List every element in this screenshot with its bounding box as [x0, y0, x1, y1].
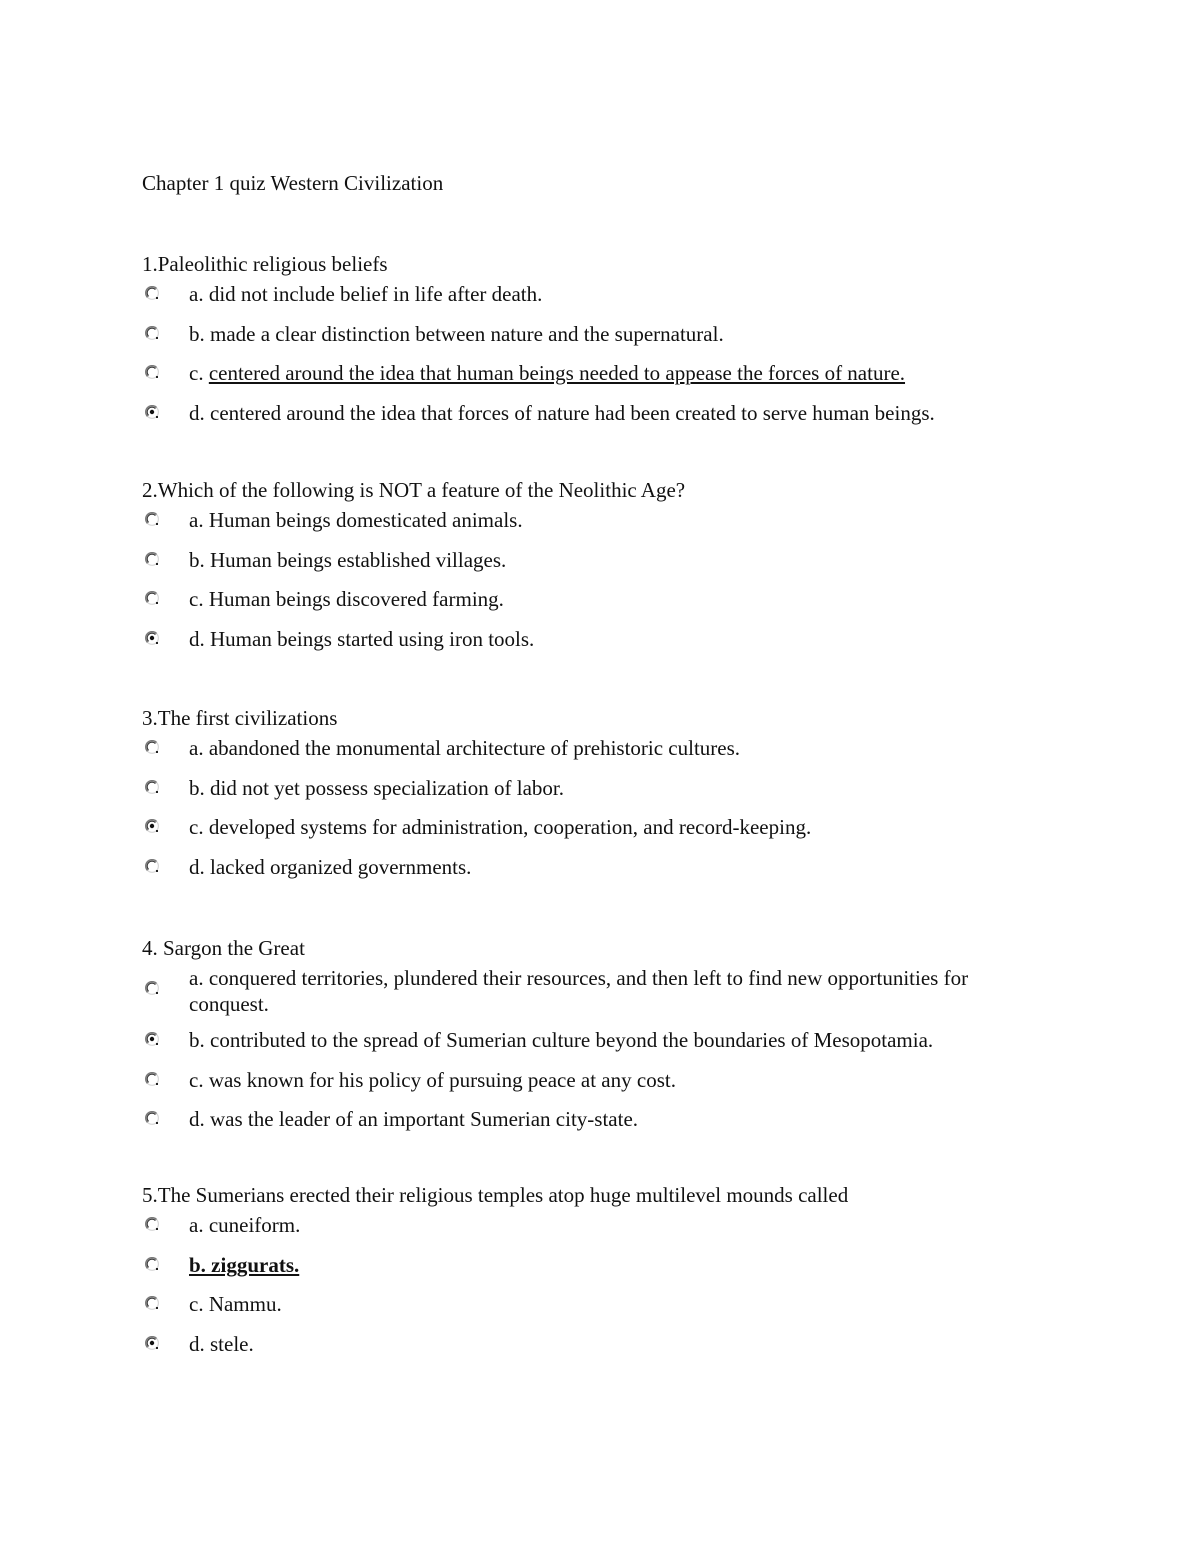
option-text: a. did not include belief in life after death. — [189, 282, 543, 306]
document-title: Chapter 1 quiz Western Civilization — [142, 171, 444, 195]
option-text: c. developed systems for administration, cooperation, and record-keeping. — [189, 815, 812, 839]
option-c[interactable] — [142, 586, 1042, 626]
option-text: b. made a clear distinction between nature and the supernatural. — [189, 321, 724, 346]
option-text: c. Human beings discovered farming. — [189, 587, 504, 611]
option-c[interactable] — [142, 1067, 1042, 1107]
radio-selected-icon[interactable] — [145, 1032, 159, 1046]
option-text: d. centered around the idea that forces of nature had been created to serve human beings. — [189, 400, 935, 425]
option-d[interactable] — [142, 854, 1042, 894]
radio-unselected-icon[interactable] — [145, 981, 159, 995]
radio-unselected-icon[interactable] — [145, 1296, 159, 1310]
question-stem: 5.The Sumerians erected their religious temples atop huge multilevel mounds called — [142, 1183, 849, 1207]
option-b[interactable] — [142, 321, 1042, 361]
option-text: d. stele. — [189, 1331, 254, 1356]
radio-unselected-icon[interactable] — [145, 1257, 159, 1271]
question-stem: 3.The first civilizations — [142, 706, 338, 730]
option-a[interactable] — [142, 281, 1042, 321]
radio-selected-icon[interactable] — [145, 819, 159, 833]
option-text: a. abandoned the monumental architecture of prehistoric cultures. — [189, 736, 741, 760]
radio-unselected-icon[interactable] — [145, 286, 159, 300]
radio-selected-icon[interactable] — [145, 631, 159, 645]
option-text: d. Human beings started using iron tools. — [189, 626, 535, 651]
option-d[interactable] — [142, 626, 1042, 666]
radio-unselected-icon[interactable] — [145, 859, 159, 873]
option-a[interactable] — [142, 735, 1042, 775]
option-text: b. did not yet possess specialization of labor. — [189, 775, 565, 800]
option-a[interactable] — [142, 1212, 1042, 1252]
option-d[interactable] — [142, 1106, 1042, 1146]
option-prefix: c. — [189, 361, 209, 385]
radio-unselected-icon[interactable] — [145, 326, 159, 340]
radio-unselected-icon[interactable] — [145, 591, 159, 605]
radio-unselected-icon[interactable] — [145, 1217, 159, 1231]
option-text: d. lacked organized governments. — [189, 854, 472, 879]
option-a[interactable] — [142, 965, 1034, 1027]
option-c[interactable] — [142, 1291, 1042, 1331]
question-stem: 4. Sargon the Great — [142, 936, 305, 960]
radio-unselected-icon[interactable] — [145, 1111, 159, 1125]
question-5 — [142, 1182, 1042, 1370]
option-text: a. conquered territories, plundered their resources, and then left to find new opportunities for conquest. — [189, 966, 969, 1016]
option-d[interactable] — [142, 1331, 1042, 1371]
option-c[interactable] — [142, 814, 1042, 854]
option-b[interactable] — [142, 1252, 1042, 1292]
option-text-bold-underlined: b. ziggurats. — [189, 1252, 300, 1277]
option-b[interactable] — [142, 1027, 1042, 1067]
question-stem: 2.Which of the following is NOT a feature of the Neolithic Age? — [142, 478, 686, 502]
option-text: a. cuneiform. — [189, 1213, 301, 1237]
option-a[interactable] — [142, 507, 1042, 547]
radio-unselected-icon[interactable] — [145, 512, 159, 526]
option-text: d. was the leader of an important Sumerian city-state. — [189, 1107, 639, 1131]
option-c[interactable] — [142, 360, 1042, 400]
radio-unselected-icon[interactable] — [145, 552, 159, 566]
option-b[interactable] — [142, 775, 1042, 815]
option-text: c. was known for his policy of pursuing peace at any cost. — [189, 1067, 676, 1092]
question-stem: 1.Paleolithic religious beliefs — [142, 252, 388, 276]
option-text: c. Nammu. — [189, 1292, 282, 1316]
option-text: a. Human beings domesticated animals. — [189, 508, 523, 532]
radio-selected-icon[interactable] — [145, 1336, 159, 1350]
radio-selected-icon[interactable] — [145, 405, 159, 419]
option-b[interactable] — [142, 547, 1042, 587]
question-3 — [142, 705, 1042, 893]
option-text-underlined: centered around the idea that human beings needed to appease the forces of nature. — [208, 361, 906, 385]
option-text: b. Human beings established villages. — [189, 547, 507, 572]
option-d[interactable] — [142, 400, 1042, 440]
radio-unselected-icon[interactable] — [145, 1072, 159, 1086]
option-text: b. contributed to the spread of Sumerian culture beyond the boundaries of Mesopotamia. — [189, 1028, 934, 1052]
radio-unselected-icon[interactable] — [145, 780, 159, 794]
question-1 — [142, 251, 1042, 439]
question-4 — [142, 935, 1042, 1146]
radio-unselected-icon[interactable] — [145, 740, 159, 754]
question-2 — [142, 477, 1042, 665]
radio-unselected-icon[interactable] — [145, 365, 159, 379]
